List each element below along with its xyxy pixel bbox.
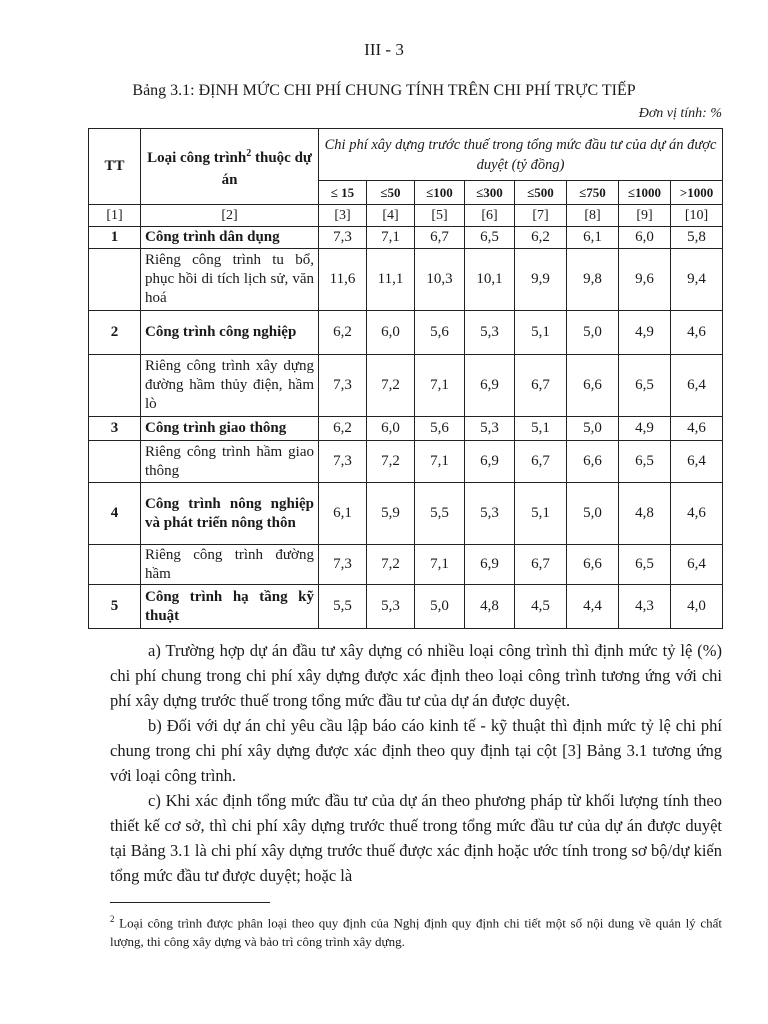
- project-type-name: Riêng công trình đường hầm: [141, 545, 319, 585]
- footnote: [110, 910, 722, 951]
- rate-value: 6,6: [567, 441, 619, 483]
- rate-value: 7,2: [367, 545, 415, 585]
- rate-value: 6,6: [567, 545, 619, 585]
- range-header: >1000: [671, 181, 723, 205]
- column-index: [3]: [319, 205, 367, 227]
- rate-value: 5,3: [465, 483, 515, 545]
- rate-value: 6,0: [619, 227, 671, 249]
- body-paragraph: b) Đối với dự án chỉ yêu cầu lập báo cáo kinh tế - kỹ thuật thì định mức tỷ lệ chi phí chung trong chi phí xây dựng được xác định theo quy định tại cột [3] Bảng 3.1 tương ứng với loại công trình.: [110, 716, 722, 785]
- rate-value: 5,1: [515, 311, 567, 355]
- project-type-name: Công trình hạ tầng kỹ thuật: [141, 585, 319, 629]
- project-type-name: Công trình giao thông: [141, 417, 319, 441]
- rate-value: 9,8: [567, 249, 619, 311]
- project-type-name: Riêng công trình tu bổ, phục hồi di tích lịch sử, văn hoá: [141, 249, 319, 311]
- rate-value: 7,2: [367, 355, 415, 417]
- rate-value: 5,5: [319, 585, 367, 629]
- rate-value: 4,4: [567, 585, 619, 629]
- range-header: ≤500: [515, 181, 567, 205]
- range-header: ≤50: [367, 181, 415, 205]
- rate-value: 5,1: [515, 417, 567, 441]
- table-title: Bảng 3.1: ĐỊNH MỨC CHI PHÍ CHUNG TÍNH TRÊN CHI PHÍ TRỰC TIẾP: [132, 82, 636, 99]
- rate-value: 4,6: [671, 311, 723, 355]
- rate-value: 6,9: [465, 355, 515, 417]
- row-number: [89, 545, 141, 585]
- rate-value: 4,6: [671, 417, 723, 441]
- rate-value: 4,6: [671, 483, 723, 545]
- rate-value: 7,2: [367, 441, 415, 483]
- rate-value: 6,2: [515, 227, 567, 249]
- rate-value: 6,4: [671, 355, 723, 417]
- rate-value: 6,2: [319, 311, 367, 355]
- row-number: 1: [89, 227, 141, 249]
- rate-value: 4,9: [619, 311, 671, 355]
- rate-value: 7,1: [415, 545, 465, 585]
- rate-value: 7,1: [367, 227, 415, 249]
- rate-value: 5,6: [415, 417, 465, 441]
- footnote-mark: 2: [110, 914, 115, 924]
- rate-value: 5,3: [465, 417, 515, 441]
- range-header: ≤750: [567, 181, 619, 205]
- column-index: [10]: [671, 205, 723, 227]
- rate-value: 6,2: [319, 417, 367, 441]
- rate-value: 5,0: [567, 483, 619, 545]
- row-number: [89, 249, 141, 311]
- rate-value: 10,1: [465, 249, 515, 311]
- header-type-label: Loại công trình: [147, 149, 247, 166]
- column-index: [7]: [515, 205, 567, 227]
- body-paragraphs: [110, 638, 722, 888]
- rate-value: 6,0: [367, 311, 415, 355]
- rate-value: 6,7: [515, 545, 567, 585]
- rate-value: 7,3: [319, 227, 367, 249]
- project-type-name: Công trình dân dụng: [141, 227, 319, 249]
- range-header: ≤ 15: [319, 181, 367, 205]
- project-type-name: Công trình nông nghiệp và phát triển nông thôn: [141, 483, 319, 545]
- header-cost-label: Chi phí xây dựng trước thuế trong tổng mức đầu tư của dự án được duyệt (tỷ đồng): [319, 129, 723, 181]
- column-index: [6]: [465, 205, 515, 227]
- footnote-text: Loại công trình được phân loại theo quy định của Nghị định quy định chi tiết một số nội dung về quản lý chất lượng, thi công xây dựng và bảo trì công trình xây dựng.: [110, 915, 723, 950]
- project-type-name: Riêng công trình hầm giao thông: [141, 441, 319, 483]
- rate-value: 6,1: [567, 227, 619, 249]
- rate-value: 6,7: [415, 227, 465, 249]
- rate-value: 6,7: [515, 441, 567, 483]
- project-type-name: Công trình công nghiệp: [141, 311, 319, 355]
- project-type-name: Riêng công trình xây dựng đường hầm thủy điện, hầm lò: [141, 355, 319, 417]
- rate-value: 7,1: [415, 441, 465, 483]
- table-row: [89, 355, 723, 417]
- row-number: [89, 441, 141, 483]
- rate-value: 6,0: [367, 417, 415, 441]
- table-row: [89, 417, 723, 441]
- rate-value: 6,1: [319, 483, 367, 545]
- rate-value: 4,0: [671, 585, 723, 629]
- rate-value: 6,5: [619, 355, 671, 417]
- row-number: [89, 355, 141, 417]
- rate-value: 6,9: [465, 441, 515, 483]
- rate-value: 6,4: [671, 545, 723, 585]
- rate-value: 6,7: [515, 355, 567, 417]
- header-project-type: [141, 129, 319, 205]
- rate-value: 5,0: [567, 311, 619, 355]
- rate-value: 11,6: [319, 249, 367, 311]
- rate-value: 5,3: [367, 585, 415, 629]
- rate-value: 7,1: [415, 355, 465, 417]
- row-number: 3: [89, 417, 141, 441]
- rate-value: 5,0: [567, 417, 619, 441]
- column-index: [9]: [619, 205, 671, 227]
- index-header-row: [89, 205, 723, 227]
- unit-note: Đơn vị tính: %: [638, 106, 722, 121]
- table-body: [89, 227, 723, 629]
- rate-value: 5,0: [415, 585, 465, 629]
- rate-value: 4,5: [515, 585, 567, 629]
- rate-value: 7,3: [319, 355, 367, 417]
- column-index: [4]: [367, 205, 415, 227]
- rate-value: 5,8: [671, 227, 723, 249]
- rate-value: 7,3: [319, 545, 367, 585]
- rate-value: 4,3: [619, 585, 671, 629]
- footnote-ref: 2: [246, 147, 252, 159]
- rate-value: 4,8: [465, 585, 515, 629]
- table-row: [89, 545, 723, 585]
- range-header: ≤300: [465, 181, 515, 205]
- range-header: ≤1000: [619, 181, 671, 205]
- rate-value: 5,9: [367, 483, 415, 545]
- header-tt: TT: [89, 129, 141, 205]
- row-number: 4: [89, 483, 141, 545]
- rate-value: 9,6: [619, 249, 671, 311]
- rate-value: 6,5: [465, 227, 515, 249]
- table-row: [89, 585, 723, 629]
- rate-value: 10,3: [415, 249, 465, 311]
- rate-value: 7,3: [319, 441, 367, 483]
- row-number: 2: [89, 311, 141, 355]
- body-paragraph: a) Trường hợp dự án đầu tư xây dựng có nhiều loại công trình thì định mức tỷ lệ (%) chi phí chung trong chi phí xây dựng được xác định theo loại công trình tương ứng với chi phí xây dựng trước thuế trong tổng mức đầu tư của dự án được duyệt.: [110, 641, 722, 710]
- rate-value: 4,9: [619, 417, 671, 441]
- rate-value: 9,9: [515, 249, 567, 311]
- rate-value: 6,5: [619, 545, 671, 585]
- rate-value: 5,5: [415, 483, 465, 545]
- rate-value: 5,1: [515, 483, 567, 545]
- page-number: III - 3: [364, 40, 404, 59]
- rate-value: 5,6: [415, 311, 465, 355]
- body-paragraph: c) Khi xác định tổng mức đầu tư của dự án theo phương pháp từ khối lượng tính theo thiết kế cơ sở, thì chi phí xây dựng trước thuế trong tổng mức đầu tư của dự án được duyệt tại Bảng 3.1 là chi phí xây dựng trước thuế được xác định hoặc ước tính trong sơ bộ/dự kiến tổng mức đầu tư được duyệt; hoặc là: [110, 791, 722, 885]
- footnote-rule: [110, 902, 270, 903]
- rate-value: 9,4: [671, 249, 723, 311]
- rate-value: 6,6: [567, 355, 619, 417]
- table-row: [89, 483, 723, 545]
- header-type-suffix: thuộc dự án: [221, 149, 312, 188]
- range-header: ≤100: [415, 181, 465, 205]
- rate-value: 5,3: [465, 311, 515, 355]
- column-index: [2]: [141, 205, 319, 227]
- rate-value: 6,5: [619, 441, 671, 483]
- rate-value: 4,8: [619, 483, 671, 545]
- cost-norm-table: [88, 128, 723, 629]
- table-row: [89, 311, 723, 355]
- row-number: 5: [89, 585, 141, 629]
- column-index: [5]: [415, 205, 465, 227]
- rate-value: 11,1: [367, 249, 415, 311]
- column-index: [1]: [89, 205, 141, 227]
- table-row: [89, 441, 723, 483]
- table-row: [89, 249, 723, 311]
- rate-value: 6,4: [671, 441, 723, 483]
- column-index: [8]: [567, 205, 619, 227]
- rate-value: 6,9: [465, 545, 515, 585]
- table-row: [89, 227, 723, 249]
